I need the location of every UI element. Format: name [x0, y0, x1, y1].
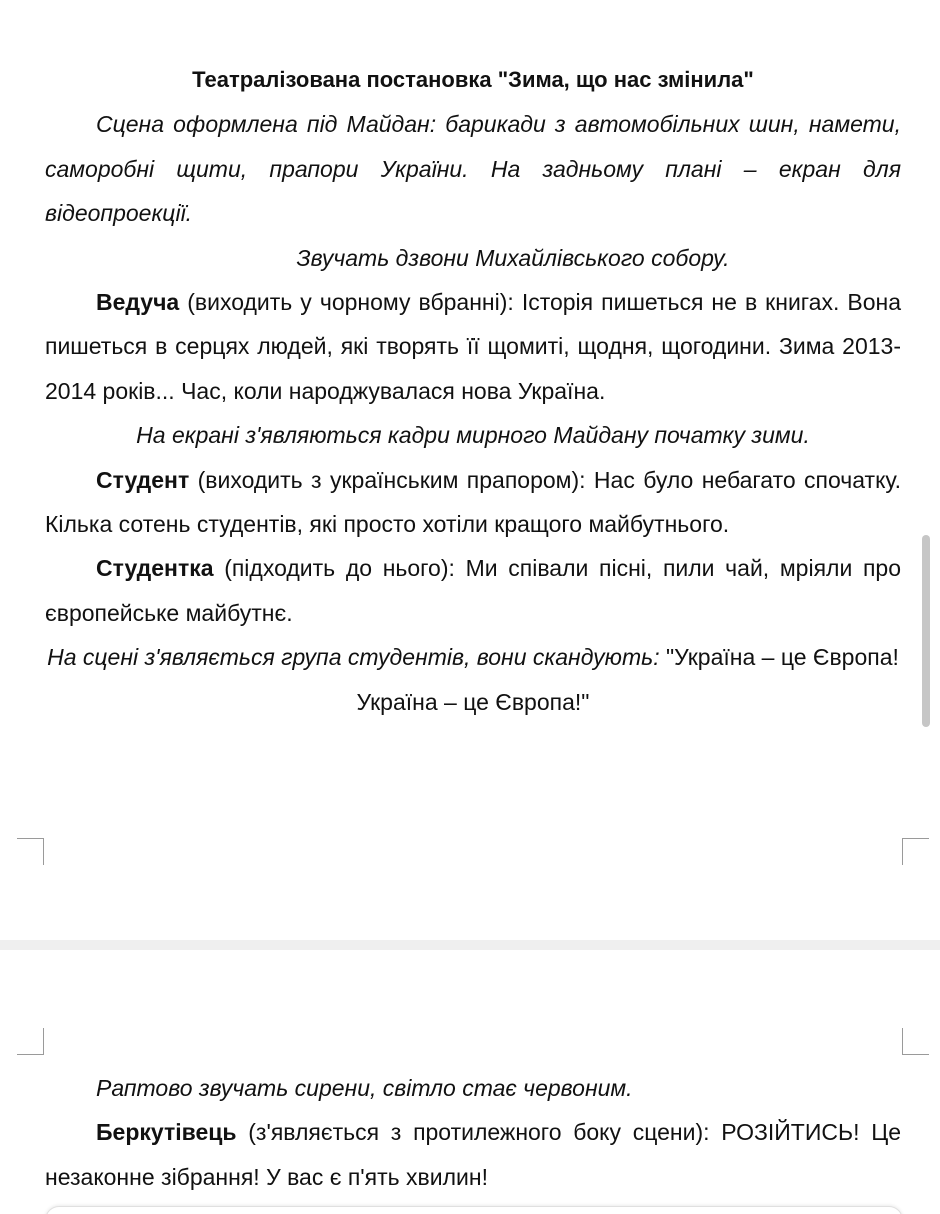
speaker-direction: (з'являється з протилежного боку сцени):: [248, 1119, 710, 1146]
stage-direction-bells: Звучать дзвони Михайлівського собору.: [296, 244, 730, 271]
document-title: Театралізована постановка "Зима, що нас змінила": [192, 67, 754, 92]
dialogue-berkut: [45, 1110, 901, 1199]
stage-direction-sirens: Раптово звучать сирени, світло стає червоним.: [96, 1075, 633, 1101]
chant-direction: На сцені з'являється група студентів, вони скандують:: [47, 644, 660, 671]
page-corner-mark-top-right: [902, 1028, 929, 1055]
chant-line: "Україна – це Європа! Україна – це Європа!": [356, 644, 899, 715]
page-1-text: [45, 58, 901, 724]
dialogue-student: [45, 458, 901, 547]
page-2-text: [45, 1066, 901, 1199]
dialogue-host: [45, 280, 901, 413]
dialogue-line: Історія пишеться не в книгах. Вона пишеться в серцях людей, які творять її щомиті, щодня, щогодини. Зима 2013-2014 років... Час, коли народжувалася нова Україна.: [45, 289, 902, 404]
dialogue-line: Нас було небагато спочатку. Кілька сотень студентів, які просто хотіли кращого майбутнього.: [45, 466, 901, 538]
dialogue-line: Ми співали пісні, пили чай, мріяли про європейське майбутнє.: [45, 555, 902, 626]
dialogue-student-female: [45, 546, 901, 635]
speaker-name: Студентка: [96, 555, 214, 582]
speaker-name: Беркутівець: [96, 1119, 237, 1146]
bottom-panel-edge: [45, 1206, 903, 1214]
speaker-direction: (підходить до нього):: [224, 555, 455, 582]
page-corner-mark-bottom-left: [17, 838, 44, 865]
page-corner-mark-bottom-right: [902, 838, 929, 865]
stage-direction-screen: На екрані з'являються кадри мирного Майдану початку зими.: [136, 422, 810, 449]
document-page-2: [0, 950, 940, 1214]
speaker-name: Студент: [96, 466, 190, 493]
page-separator: [0, 940, 940, 950]
stage-direction-intro: Сцена оформлена під Майдан: барикади з автомобільних шин, намети, саморобні щити, прапори України. На задньому плані – екран для відеопроекції.: [45, 111, 901, 227]
stage-direction-chant: [45, 635, 901, 724]
speaker-direction: (виходить у чорному вбранні):: [187, 289, 514, 316]
speaker-name: Ведуча: [96, 289, 180, 316]
vertical-scrollbar-thumb[interactable]: [922, 535, 930, 727]
speaker-direction: (виходить з українським прапором):: [197, 466, 586, 493]
page-corner-mark-top-left: [17, 1028, 44, 1055]
dialogue-line: РОЗІЙТИСЬ! Це незаконне зібрання! У вас є п'ять хвилин!: [45, 1119, 902, 1190]
